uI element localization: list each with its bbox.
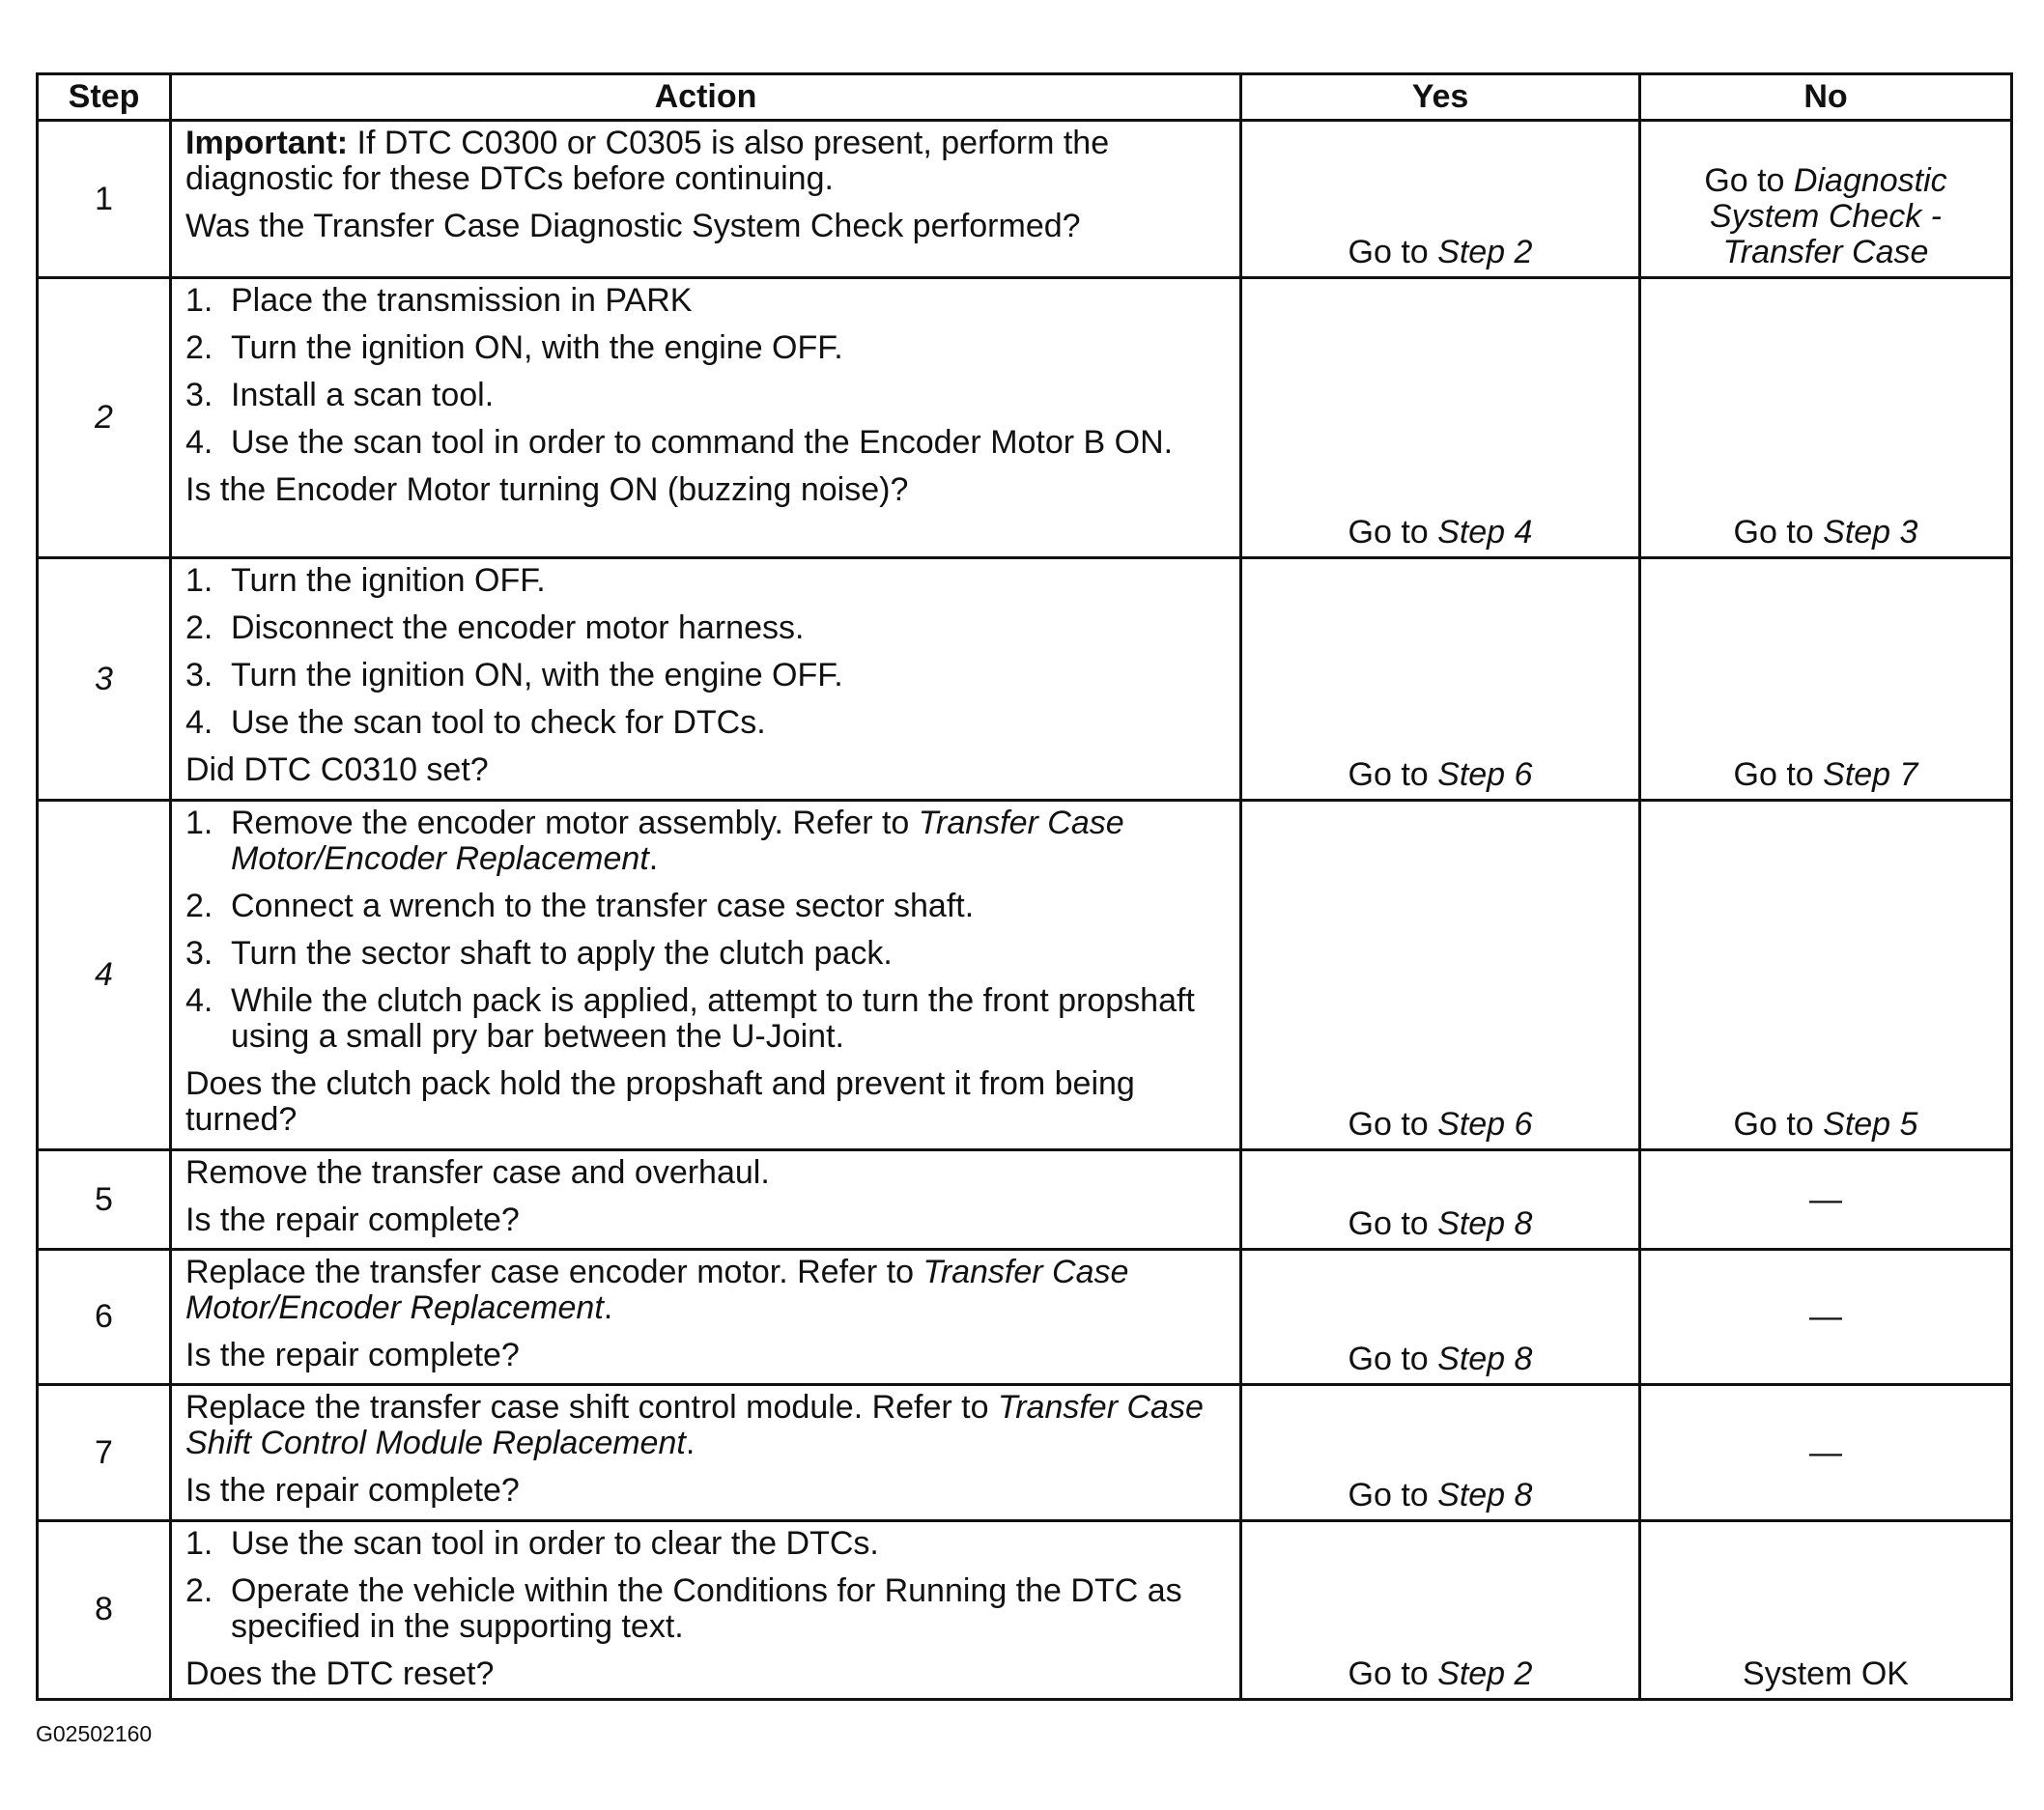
step-reference: Step 2 xyxy=(1437,234,1533,271)
action-question: Is the repair complete? xyxy=(185,1472,520,1510)
yes-cell: Go to Step 4 xyxy=(1241,278,1640,558)
yes-cell: Go to Step 8 xyxy=(1241,1149,1640,1249)
action-cell xyxy=(171,1149,1241,1249)
procedure-reference: Transfer Case Motor/Encoder Replacement xyxy=(231,805,1124,878)
action-cell xyxy=(171,121,1241,278)
action-question: Does the clutch pack hold the propshaft and prevent it from being turned? xyxy=(185,1065,1135,1139)
action-list xyxy=(185,1526,1226,1645)
figure-id: G02502160 xyxy=(36,1721,153,1746)
no-cell: System OK xyxy=(1640,1520,2012,1699)
header-yes: Yes xyxy=(1241,74,1640,121)
step-reference: Step 5 xyxy=(1823,1105,1918,1143)
action-question: Is the repair complete? xyxy=(185,1337,520,1374)
action-cell xyxy=(171,278,1241,558)
procedure-reference: Transfer Case Shift Control Module Replacement xyxy=(185,1389,1204,1462)
list-item: 1. Turn the ignition OFF. xyxy=(185,561,546,599)
table-row xyxy=(38,1250,2012,1385)
header-step: Step xyxy=(38,74,171,121)
no-cell: Go to Step 3 xyxy=(1640,278,2012,558)
step-reference: Step 7 xyxy=(1823,756,1918,794)
dash: — xyxy=(1809,1433,1842,1471)
table-row xyxy=(38,1149,2012,1249)
table-row xyxy=(38,121,2012,278)
action-cell xyxy=(171,1250,1241,1385)
action-text: Replace the transfer case shift control module. Refer to Transfer Case Shift Control Module Replacement. xyxy=(185,1389,1204,1462)
no-cell: Go to Step 7 xyxy=(1640,557,2012,800)
diagnostic-table xyxy=(36,72,2013,1701)
no-cell xyxy=(1640,1250,2012,1385)
step-number: 2 xyxy=(38,278,171,558)
action-question: Does the DTC reset? xyxy=(185,1654,495,1692)
yes-cell: Go to Step 2 xyxy=(1241,1520,1640,1699)
yes-cell: Go to Step 6 xyxy=(1241,801,1640,1150)
step-reference: Step 6 xyxy=(1437,756,1533,794)
action-cell xyxy=(171,557,1241,800)
no-cell xyxy=(1640,1385,2012,1520)
important-text: If DTC C0300 or C0305 is also present, perform the diagnostic for these DTCs before continuing. xyxy=(185,125,1110,197)
table-row xyxy=(38,1520,2012,1699)
procedure-reference: Diagnostic System Check - Transfer Case xyxy=(1710,162,1947,271)
step-reference: Step 8 xyxy=(1437,1205,1533,1243)
yes-cell: Go to Step 8 xyxy=(1241,1385,1640,1520)
yes-cell: Go to Step 2 xyxy=(1241,121,1640,278)
table-row xyxy=(38,557,2012,800)
list-item: 3. Install a scan tool. xyxy=(185,377,495,414)
step-number: 3 xyxy=(38,557,171,800)
step-reference: Step 3 xyxy=(1823,513,1918,551)
no-cell: Go to Diagnostic System Check - Transfer Case xyxy=(1640,121,2012,278)
action-cell xyxy=(171,801,1241,1150)
step-reference: Step 2 xyxy=(1437,1655,1533,1692)
step-reference: Step 6 xyxy=(1437,1105,1533,1143)
list-item: 3. Turn the sector shaft to apply the clutch pack. xyxy=(185,935,893,973)
list-item: 1. Place the transmission in PARK xyxy=(185,282,693,320)
table-row xyxy=(38,278,2012,558)
step-number: 5 xyxy=(38,1149,171,1249)
table-row xyxy=(38,1385,2012,1520)
step-number: 7 xyxy=(38,1385,171,1520)
action-text: Remove the transfer case and overhaul. xyxy=(185,1153,770,1191)
action-list xyxy=(185,283,1226,461)
list-item: 1. Remove the encoder motor assembly. Refer to Transfer Case Motor/Encoder Replacement. xyxy=(185,805,1124,878)
list-item: 2. Disconnect the encoder motor harness. xyxy=(185,608,805,646)
action-question: Is the Encoder Motor turning ON (buzzing noise)? xyxy=(185,471,909,509)
header-no: No xyxy=(1640,74,2012,121)
step-number: 8 xyxy=(38,1520,171,1699)
action-question: Is the repair complete? xyxy=(185,1201,520,1238)
important-label: Important: xyxy=(185,125,349,161)
step-number: 1 xyxy=(38,121,171,278)
action-list xyxy=(185,806,1226,1055)
list-item: 4. While the clutch pack is applied, attempt to turn the front propshaft using a small pry bar between the U-Joint. xyxy=(185,982,1195,1056)
yes-cell: Go to Step 6 xyxy=(1241,557,1640,800)
list-item: 2. Turn the ignition ON, with the engine OFF. xyxy=(185,329,843,367)
step-reference: Step 8 xyxy=(1437,1341,1533,1378)
action-text: Replace the transfer case encoder motor. Refer to Transfer Case Motor/Encoder Replacement. xyxy=(185,1254,1129,1327)
procedure-reference: Transfer Case Motor/Encoder Replacement xyxy=(185,1254,1129,1327)
yes-cell: Go to Step 8 xyxy=(1241,1250,1640,1385)
action-question: Was the Transfer Case Diagnostic System Check performed? xyxy=(185,208,1081,244)
header-action: Action xyxy=(171,74,1241,121)
step-reference: Step 8 xyxy=(1437,1476,1533,1513)
dash: — xyxy=(1809,1298,1842,1336)
header-row xyxy=(38,74,2012,121)
step-number: 6 xyxy=(38,1250,171,1385)
step-number: 4 xyxy=(38,801,171,1150)
no-cell: Go to Step 5 xyxy=(1640,801,2012,1150)
step-reference: Step 4 xyxy=(1437,513,1533,551)
no-cell xyxy=(1640,1149,2012,1249)
important-note xyxy=(185,126,1226,197)
list-item: 1. Use the scan tool in order to clear the DTCs. xyxy=(185,1524,879,1562)
list-item: 3. Turn the ignition ON, with the engine OFF. xyxy=(185,656,843,693)
list-item: 2. Operate the vehicle within the Conditions for Running the DTC as specified in the supporting text. xyxy=(185,1571,1182,1645)
dash: — xyxy=(1809,1180,1842,1218)
list-item: 4. Use the scan tool to check for DTCs. xyxy=(185,703,766,741)
list-item: 4. Use the scan tool in order to command the Encoder Motor B ON. xyxy=(185,424,1174,462)
action-cell xyxy=(171,1520,1241,1699)
list-item: 2. Connect a wrench to the transfer case sector shaft. xyxy=(185,888,975,925)
action-cell xyxy=(171,1385,1241,1520)
table-row xyxy=(38,801,2012,1150)
action-question: Did DTC C0310 set? xyxy=(185,750,489,788)
action-list xyxy=(185,563,1226,741)
